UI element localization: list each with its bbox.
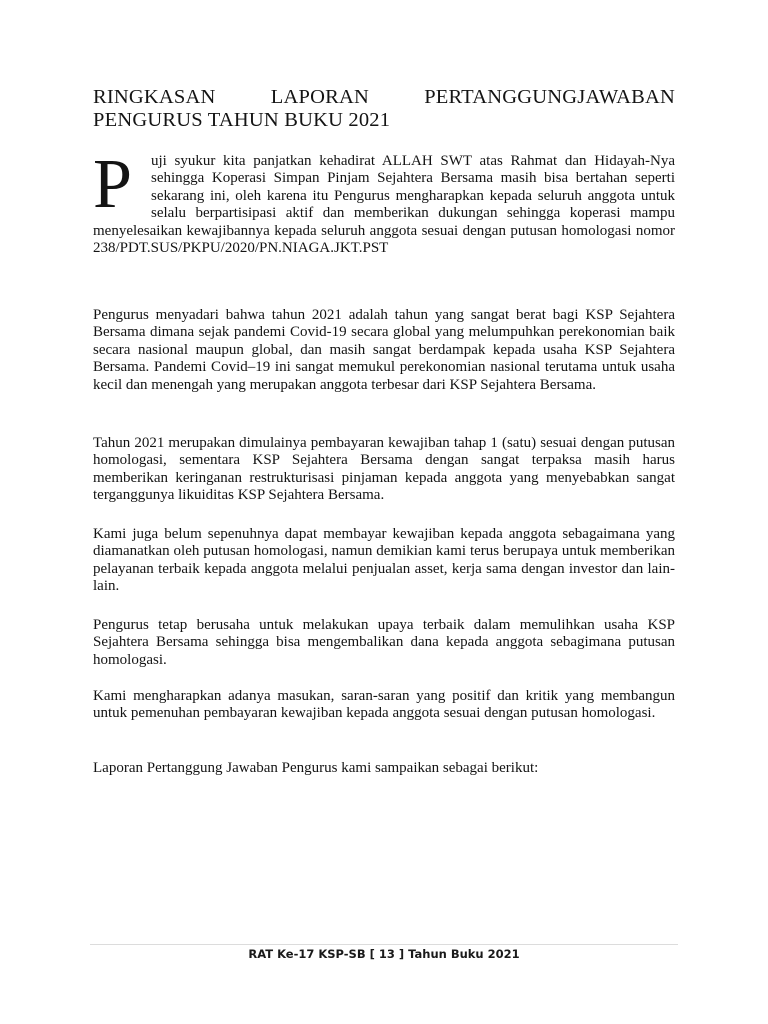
- opening-paragraph-text: uji syukur kita panjatkan kehadirat ALLAH SWT atas Rahmat dan Hidayah-Nya sehingga Koperasi Simpan Pinjam Sejahtera Bersama masih bisa bertahan seperti sekarang ini, oleh karena itu Pengurus mengharapkan kepada seluruh anggota untuk selalu berpartisipasi aktif dan memberikan dukungan sehingga koperasi mampu menyelesaikan kewajibannya kepada seluruh anggota sesuai dengan putusan homologasi nomor 238/PDT.SUS/PKPU/2020/PN.NIAGA.JKT.PST: [93, 153, 675, 257]
- drop-cap: P: [93, 146, 132, 223]
- body-paragraph-6: Laporan Pertanggung Jawaban Pengurus kami sampaikan sebagai berikut:: [93, 760, 539, 776]
- report-title: [93, 86, 675, 132]
- title-line-2: PENGURUS TAHUN BUKU 2021: [93, 109, 391, 131]
- body-paragraph-3: Kami juga belum sepenuhnya dapat membayar kewajiban kepada anggota sebagaimana yang diamanatkan oleh putusan homologasi, namun demikian kami terus berupaya untuk memberikan pelayanan terbaik kepada anggota melalui penjualan asset, kerja sama dengan investor dan lain-lain.: [93, 526, 675, 595]
- page-footer: RAT Ke-17 KSP-SB [ 13 ] Tahun Buku 2021: [248, 947, 520, 961]
- body-paragraph-1: Pengurus menyadari bahwa tahun 2021 adalah tahun yang sangat berat bagi KSP Sejahtera Bersama dimana sejak pandemi Covid-19 secara global yang melumpuhkan perekonomian baik secara nasional maupun global, dan masih sangat berdampak kepada usaha KSP Sejahtera Bersama. Pandemi Covid–19 ini sangat memukul perekonomian nasional terutama untuk usaha kecil dan menengah yang merupakan anggota terbesar dari KSP Sejahtera Bersama.: [93, 307, 675, 393]
- opening-paragraph: [93, 146, 675, 257]
- footer-divider: [90, 944, 678, 945]
- body-paragraph-2: Tahun 2021 merupakan dimulainya pembayaran kewajiban tahap 1 (satu) sesuai dengan putusan homologasi, sementara KSP Sejahtera Bersama dengan sangat terpaksa masih harus memberikan keringanan restrukturisasi pinjaman kepada anggota yang menyebabkan sangat terganggunya likuiditas KSP Sejahtera Bersama.: [93, 435, 675, 504]
- title-line-1: RINGKASAN LAPORAN PERTANGGUNGJAWABAN: [93, 86, 675, 108]
- body-paragraph-4: Pengurus tetap berusaha untuk melakukan upaya terbaik dalam memulihkan usaha KSP Sejahtera Bersama sehingga bisa mengembalikan dana kepada anggota sebagimana putusan homologasi.: [93, 617, 675, 668]
- body-paragraph-5: Kami mengharapkan adanya masukan, saran-saran yang positif dan kritik yang membangun untuk pemenuhan pembayaran kewajiban kepada anggota sesuai dengan putusan homologasi.: [93, 688, 675, 722]
